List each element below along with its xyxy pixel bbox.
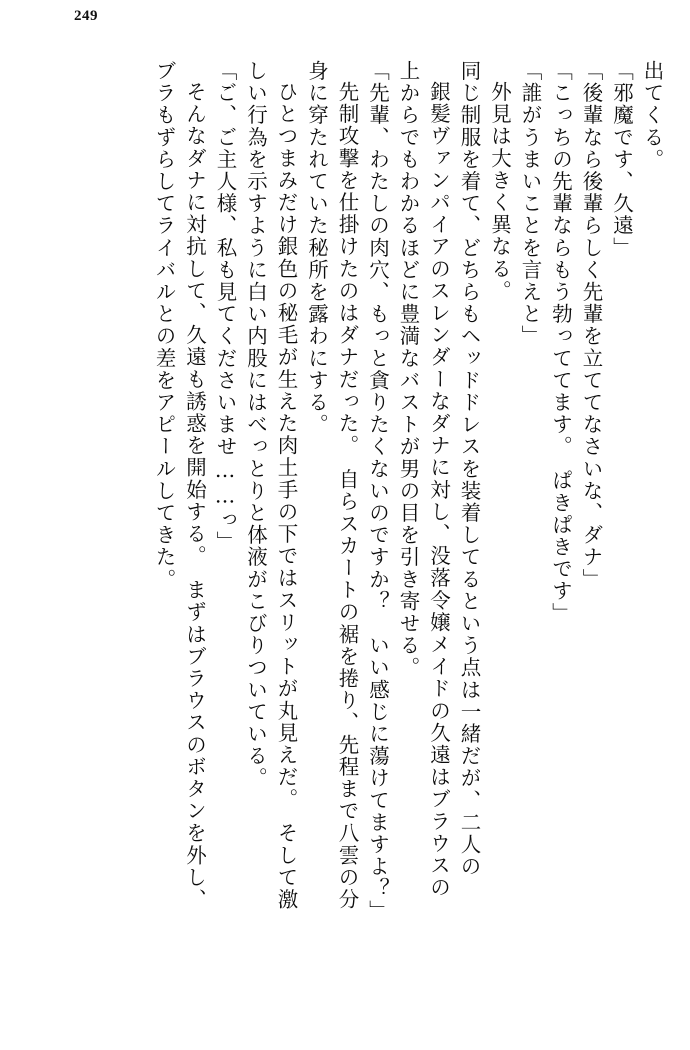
text-line: 出てくる。 (640, 60, 664, 171)
text-line: 上からでもわかるほどに豊満なバストが男の目を引き寄せる。 (396, 60, 420, 679)
text-line: 銀髪ヴァンパイアのスレンダーなダナに対し、没落令嬢メイドの久遠はブラウスの (426, 81, 451, 899)
text-line: ブラもずらしてライバルとの差をアピールしてきた。 (152, 60, 176, 591)
text-line: 身に穿たれていた秘所を露わにする。 (304, 60, 329, 436)
text-line: 「先輩、わたしの肉穴、もっと貪りたくないのですか？ いい感じに蕩けてますよ？」 (365, 60, 390, 922)
text-line: 「後輩なら後輩らしく先輩を立ててなさいな、ダナ」 (579, 60, 603, 591)
text-line: 同じ制服を着て、どちらもヘッドドレスを装着してるという点は一緒だが、二人の (457, 60, 481, 878)
text-line: 「ご、ご主人様、私も見てくださいませ……っ」 (213, 60, 237, 554)
page-number: 249 (74, 8, 98, 24)
text-line: 「こっちの先輩ならもう勃っててます。 ぱきぱきです」 (548, 60, 573, 625)
text-line: ひとつまみだけ銀色の秘毛が生えた肉土手の下ではスリットが丸見えだ。 そして激 (274, 81, 298, 911)
vertical-text-body (30, 60, 662, 1026)
text-line: しい行為を示すように白い内股にはべっとりと体液がこびりついている。 (243, 60, 268, 790)
text-line: 「誰がうまいことを言えと」 (518, 60, 542, 348)
text-line: そんなダナに対抗して、久遠も誘惑を開始する。 まずはブラウスのボタンを外し、 (182, 81, 207, 911)
text-line: 先制攻撃を仕掛けたのはダナだった。 自らスカートの裾を捲り、先程まで八雲の分 (335, 81, 359, 911)
text-line: 外見は大きく異なる。 (487, 81, 512, 302)
text-line: 「邪魔です、久遠」 (609, 60, 634, 259)
